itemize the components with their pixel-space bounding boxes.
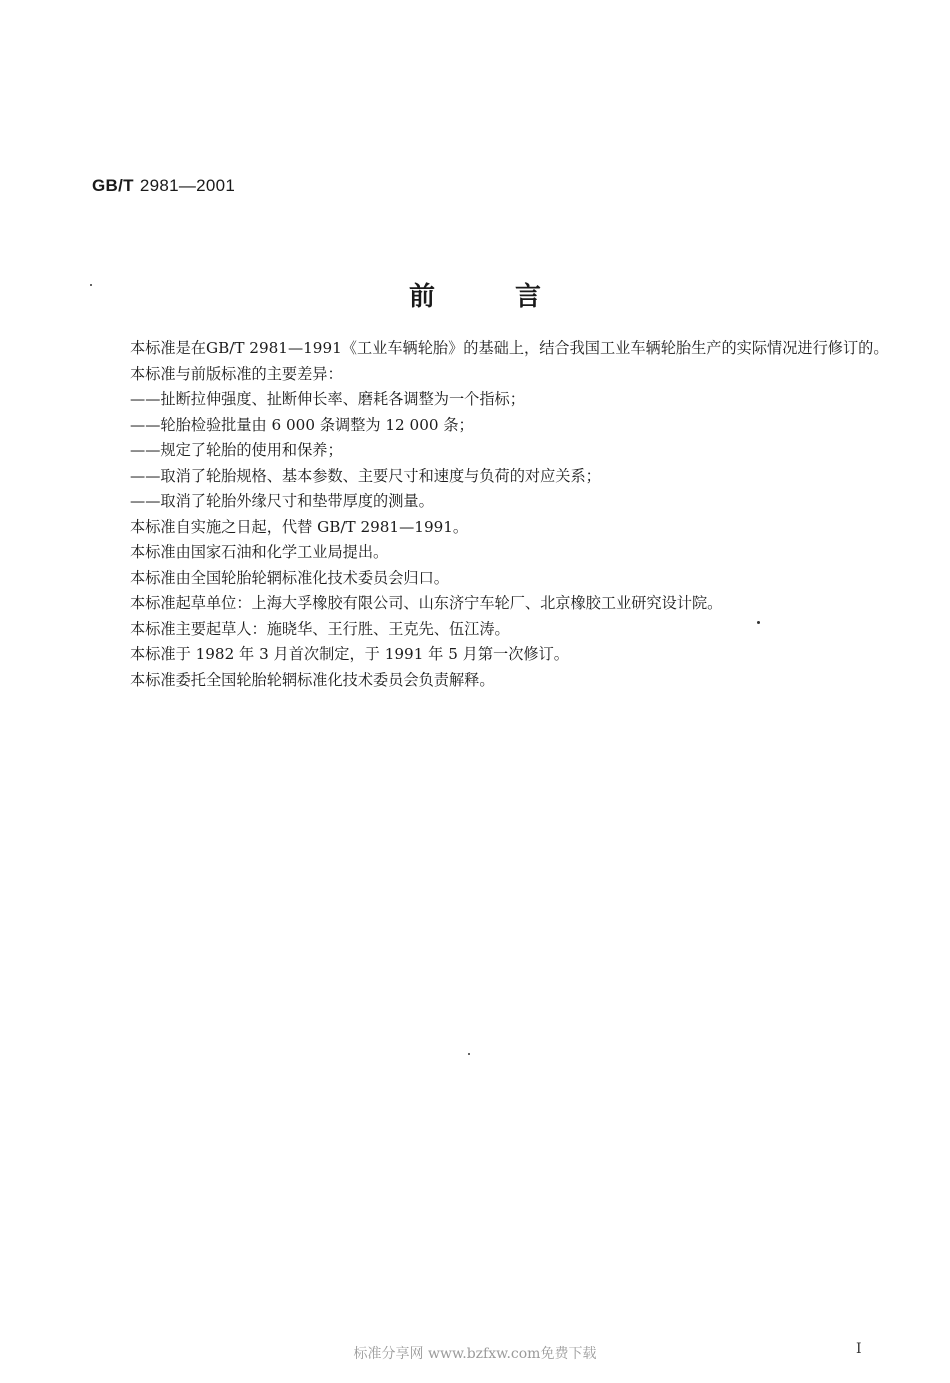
scan-speck [468, 1053, 470, 1055]
list-item-difference: ——扯断拉伸强度、扯断伸长率、磨耗各调整为一个指标； [130, 390, 525, 408]
list-item-difference: ——取消了轮胎外缘尺寸和垫带厚度的测量。 [130, 492, 434, 510]
paragraph-differences-intro: 本标准与前版标准的主要差异： [130, 364, 343, 383]
paragraph-drafting-units: 本标准起草单位：上海大孚橡胶有限公司、山东济宁车轮厂、北京橡胶工业研究设计院。 [130, 594, 723, 612]
standard-number: 2981—2001 [139, 176, 236, 195]
paragraph-proposed-by: 本标准由国家石油和化学工业局提出。 [130, 543, 389, 561]
paragraph-drafters: 本标准主要起草人：施晓华、王行胜、王克先、伍江涛。 [130, 619, 510, 638]
paragraph-replaces: 本标准自实施之日起，代替 GB/T 2981—1991。 [130, 517, 469, 536]
paragraph-centralized-by: 本标准由全国轮胎轮辋标准化技术委员会归口。 [130, 568, 449, 587]
page-number: I [856, 1341, 862, 1357]
scan-speck [757, 621, 760, 624]
standard-code [92, 176, 235, 196]
paragraph-interpretation: 本标准委托全国轮胎轮辋标准化技术委员会负责解释。 [130, 670, 495, 689]
standard-prefix: GB/T [92, 176, 134, 195]
list-item-difference: ——取消了轮胎规格、基本参数、主要尺寸和速度与负荷的对应关系； [130, 466, 601, 485]
scan-speck [90, 284, 92, 286]
paragraph-revision-basis: 本标准是在GB/T 2981—1991《工业车辆轮胎》的基础上，结合我国工业车辆轮胎生产的实际情况进行修订的。 [130, 339, 889, 357]
page-title: 前言 [408, 282, 621, 312]
list-item-difference: ——规定了轮胎的使用和保养； [130, 441, 343, 459]
list-item-difference: ——轮胎检验批量由 6 000 条调整为 12 000 条； [130, 415, 474, 434]
paragraph-history: 本标准于 1982 年 3 月首次制定，于 1991 年 5 月第一次修订。 [130, 645, 569, 663]
foreword-body [92, 336, 892, 693]
footer-watermark: 标准分享网 www.bzfxw.com免费下载 [353, 1346, 597, 1362]
